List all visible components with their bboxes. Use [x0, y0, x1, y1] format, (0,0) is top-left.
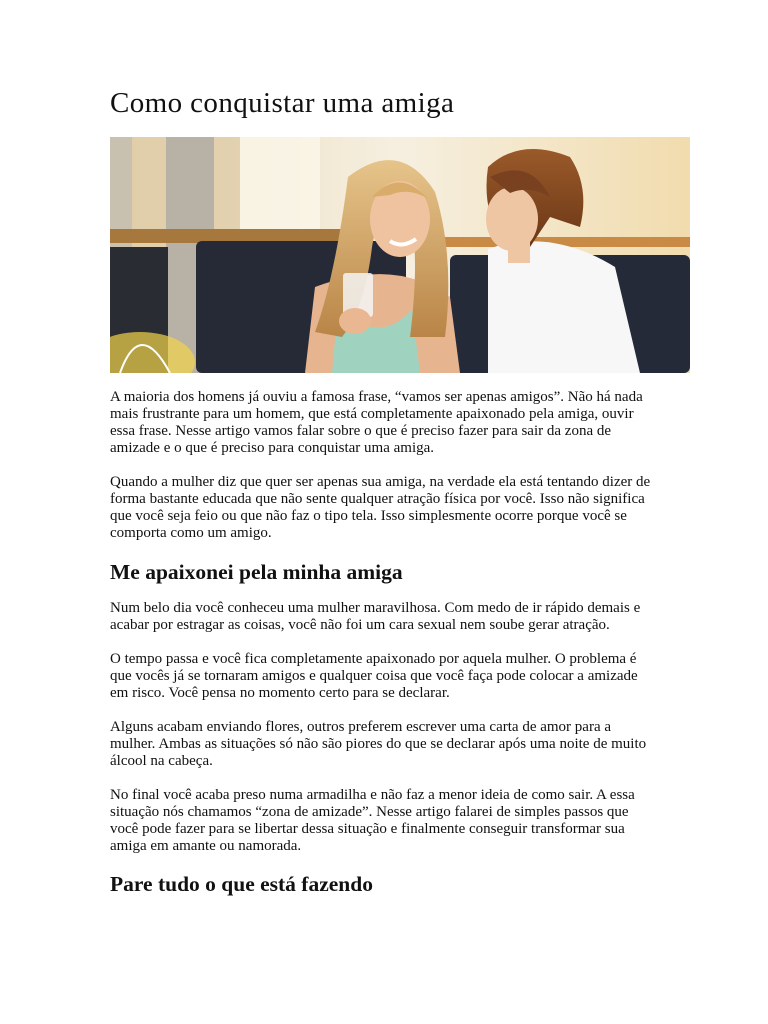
- intro-paragraph-1: A maioria dos homens já ouviu a famosa frase, “vamos ser apenas amigos”. Não há nada mais frustrante para um homem, que está completamente apaixonado pela amiga, ouvir essa frase. Nesse artigo vamos falar sobre o que é preciso fazer para sair da zona de amizade e o que é preciso para conquistar uma amiga.: [110, 389, 643, 456]
- section1-paragraph-2: O tempo passa e você fica completamente apaixonado por aquela mulher. O problema é que vocês já se tornaram amigos e qualquer coisa que você faça pode colocar a amizade em risco. Você pensa no momento certo para se declarar.: [110, 651, 638, 701]
- section1-paragraph-3: Alguns acabam enviando flores, outros preferem escrever uma carta de amor para a mulher. Ambas as situações só não são piores do que se declarar após uma noite de muito álcool na cabeça.: [110, 719, 647, 769]
- section-heading-2: Pare tudo o que está fazendo: [110, 872, 373, 896]
- section1-paragraph-4: No final você acaba preso numa armadilha e não faz a menor ideia de como sair. A essa situação nós chamamos “zona de amizade”. Nesse artigo falarei de simples passos que você pode fazer para se libertar dessa situação e finalmente conseguir transformar sua amiga em amante ou namorada.: [110, 787, 635, 854]
- intro-paragraph-2: Quando a mulher diz que quer ser apenas sua amiga, na verdade ela está tentando dizer de forma bastante educada que não sente qualquer atração física por você. Isso não significa que você seja feio ou que não faz o tipo tela. Isso simplesmente ocorre porque você se comporta como um amigo.: [110, 474, 651, 541]
- couple-photo: [110, 137, 690, 373]
- page-title: Como conquistar uma amiga: [110, 87, 455, 119]
- section-heading-1: Me apaixonei pela minha amiga: [110, 560, 403, 584]
- section1-paragraph-1: Num belo dia você conheceu uma mulher maravilhosa. Com medo de ir rápido demais e acabar por estragar as coisas, você não foi um cara sexual nem soube gerar atração.: [110, 600, 641, 633]
